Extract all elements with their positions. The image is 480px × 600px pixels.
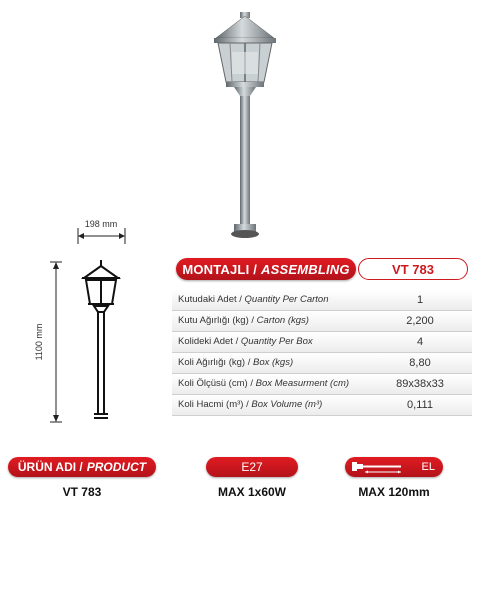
cable-length-badge <box>345 457 443 477</box>
height-dimension-label: 1100 mm <box>34 323 44 361</box>
row-value: 2,200 <box>406 315 434 327</box>
model-code-box: VT 783 <box>358 258 468 280</box>
table-row <box>172 374 472 395</box>
table-row <box>172 311 472 332</box>
row-label: Kutu Ağırlığı (kg) / Carton (kgs) <box>178 315 309 326</box>
row-label: Kolideki Adet / Quantity Per Box <box>178 336 313 347</box>
product-header-en: PRODUCT <box>86 460 147 474</box>
lamp-outline-icon <box>82 260 120 418</box>
row-value: 1 <box>416 294 424 306</box>
product-photo <box>200 8 290 246</box>
assembling-header-tr: MONTAJLI / <box>182 261 258 277</box>
table-row <box>172 395 472 416</box>
socket-power-value: MAX 1x60W <box>217 485 287 499</box>
cable-length-value: MAX 120mm <box>358 485 430 499</box>
table-row <box>172 332 472 353</box>
width-dimension-label: 198 mm <box>84 219 118 229</box>
cable-plug-icon <box>351 459 407 475</box>
row-value: 89x38x33 <box>396 378 444 390</box>
product-name-header <box>8 457 156 477</box>
cable-label: EL <box>421 461 435 473</box>
socket-type-badge: E27 <box>206 457 298 477</box>
row-value: 8,80 <box>409 357 431 369</box>
spec-table <box>172 290 472 416</box>
assembling-header <box>176 258 356 280</box>
product-header-tr: ÜRÜN ADI / <box>17 460 83 474</box>
assembling-header-en: ASSEMBLING <box>261 261 350 277</box>
row-label: Kutudaki Adet / Quantity Per Carton <box>178 294 329 305</box>
row-label: Koli Ağırlığı (kg) / Box (kgs) <box>178 357 294 368</box>
row-label: Koli Ölçüsü (cm) / Box Measurment (cm) <box>178 378 350 389</box>
table-row <box>172 353 472 374</box>
row-label: Koli Hacmi (m³) / Box Volume (m³) <box>178 399 323 410</box>
row-value: 4 <box>416 336 424 348</box>
table-row <box>172 290 472 311</box>
product-name-value: VT 783 <box>62 485 102 499</box>
row-value: 0,111 <box>407 399 433 411</box>
dimension-drawing <box>20 214 160 432</box>
